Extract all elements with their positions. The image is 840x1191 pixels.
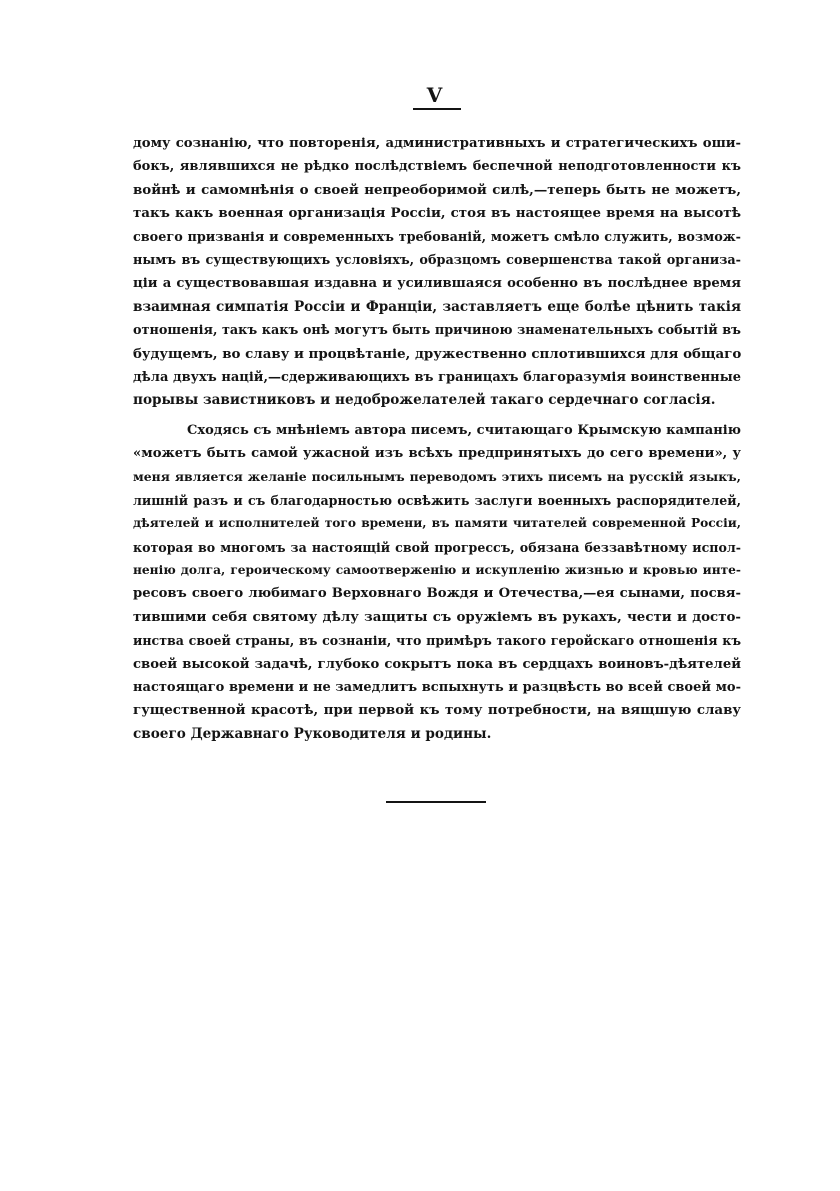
text-line: лишній разъ и съ благодарностью освѣжить заслуги военныхъ распорядителей,: [133, 492, 741, 508]
body-text: [133, 132, 741, 746]
text-line: «можетъ быть самой ужасной изъ всѣхъ предпринятыхъ до сего времени», у: [133, 446, 741, 462]
paragraph-2: [133, 419, 741, 746]
text-line: отношенія, такъ какъ онѣ могутъ быть причиною знаменательныхъ событій въ: [133, 323, 741, 339]
text-line: своей высокой задачѣ, глубоко сокрытъ пока въ сердцахъ воиновъ-дѣятелей: [133, 656, 741, 672]
text-line: ненію долга, героическому самоотверженію и искупленію жизнью и кровью инте-: [133, 563, 741, 578]
text-line: такъ какъ военная организація Россіи, стоя въ настоящее время на высотѣ: [133, 205, 741, 222]
text-line: взаимная симпатія Россіи и Франціи, заставляетъ еще болѣе цѣнить такія: [133, 298, 741, 315]
text-line: дому сознанію, что повторенія, административныхъ и стратегическихъ оши-: [133, 136, 741, 151]
text-line: меня является желаніе посильнымъ переводомъ этихъ писемъ на русскій языкъ,: [133, 469, 741, 485]
text-line: настоящаго времени и не замедлитъ вспыхнуть и разцвѣсть во всей своей мо-: [133, 679, 741, 695]
text-line: гущественной красотѣ, при первой къ тому потребности, на вящшую славу: [133, 702, 741, 719]
paragraph-1: [133, 132, 741, 413]
text-line: своего Державнаго Руководителя и родины.: [133, 725, 492, 742]
text-line: порывы завистниковъ и недоброжелателей такаго сердечнаго согласія.: [133, 392, 716, 409]
text-line: будущемъ, во славу и процвѣтаніе, дружественно сплотившихся для общаго: [133, 345, 741, 362]
closing-rule: [386, 801, 486, 803]
text-line: нымъ въ существующихъ условіяхъ, образцомъ совершенства такой организа-: [133, 252, 741, 268]
text-line: войнѣ и самомнѣнія о своей непреоборимой силѣ,—теперь быть не можетъ,: [133, 181, 741, 198]
text-line: Сходясь съ мнѣніемъ автора писемъ, считающаго Крымскую кампанію: [187, 422, 741, 438]
text-line: которая во многомъ за настоящій свой прогрессъ, обязана беззавѣтному испол-: [133, 539, 741, 555]
text-line: инства своей страны, въ сознаніи, что примѣръ такого геройскаго отношенія къ: [133, 633, 741, 649]
text-line: бокъ, являвшихся не рѣдко послѣдствіемъ беспечной неподготовленности къ: [133, 159, 741, 175]
text-line: ціи а существовавшая издавна и усилившаяся особенно въ послѣднее время: [133, 276, 741, 292]
text-line: дѣла двухъ націй,—сдерживающихъ въ границахъ благоразумія воинственные: [133, 369, 741, 385]
text-line: ресовъ своего любимаго Верховнаго Вождя и Отечества,—ея сынами, посвя-: [133, 586, 741, 602]
text-line: дѣятелей и исполнителей того времени, въ памяти читателей современной Россіи,: [133, 516, 741, 531]
text-line: тившими себя святому дѣлу защиты съ оружіемъ въ рукахъ, чести и досто-: [133, 608, 741, 625]
page-number-underline: [413, 108, 461, 110]
text-line: своего призванія и современныхъ требованій, можетъ смѣло служить, возмож-: [133, 229, 741, 245]
page-number: V: [426, 83, 444, 107]
